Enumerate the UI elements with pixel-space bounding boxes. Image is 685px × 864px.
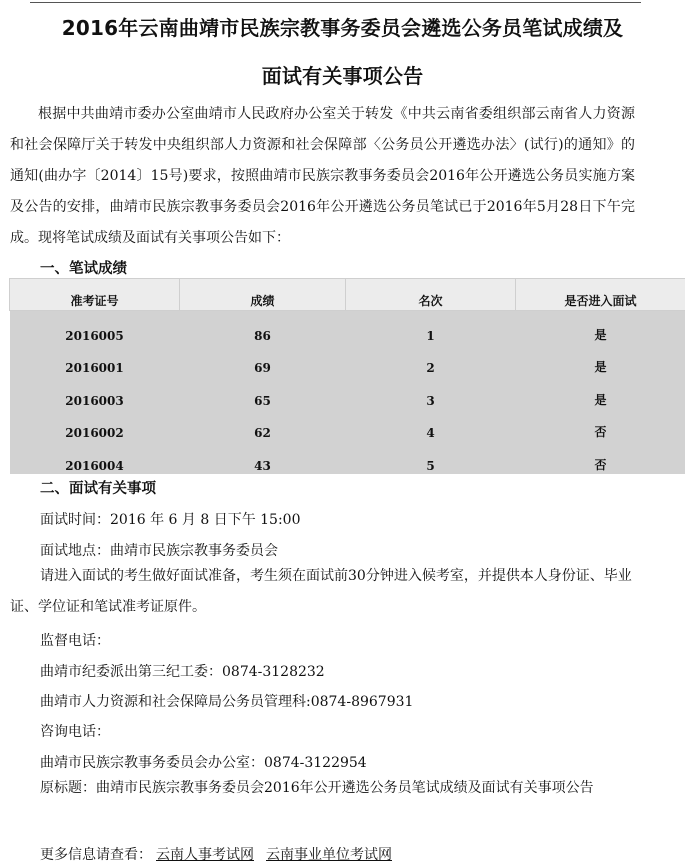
table-row <box>10 376 685 409</box>
table-row <box>10 441 685 474</box>
header-rank: 名次 <box>346 279 516 311</box>
interview-place: 面试地点：曲靖市民族宗教事务委员会 <box>40 540 278 560</box>
cell-rank: 2 <box>346 344 516 377</box>
supervise-label: 监督电话： <box>40 630 110 650</box>
cell-interview: 否 <box>516 441 685 474</box>
cell-score: 86 <box>180 311 346 344</box>
table-row <box>10 311 685 344</box>
consult-label: 咨询电话： <box>40 721 110 741</box>
cell-interview: 否 <box>516 409 685 442</box>
intro-paragraph: 根据中共曲靖市委办公室曲靖市人民政府办公室关于转发《中共云南省委组织部云南省人力资源和社会保障厅关于转发中央组织部人力资源和社会保障部〈公务员公开遴选办法〉(试行)的通知》的通知(曲办字〔2014〕15号)要求，按照曲靖市民族宗教事务委员会2016年公开遴选公务员实施方案及公告的安排，曲靖市民族宗教事务委员会2016年公开遴选公务员笔试已于2016年5月28日下午完成。现将笔试成绩及面试有关事项公告如下： <box>10 99 635 254</box>
interview-time: 面试时间：2016 年 6 月 8 日下午 15:00 <box>40 509 301 529</box>
cell-exam-id: 2016005 <box>10 311 180 344</box>
section-written-scores: 一、笔试成绩 <box>40 257 127 278</box>
header-exam-id: 准考证号 <box>10 279 180 311</box>
cell-interview: 是 <box>516 344 685 377</box>
section-interview-matters: 二、面试有关事项 <box>40 477 156 498</box>
table-row <box>10 409 685 442</box>
table-header-row <box>10 279 685 311</box>
cell-exam-id: 2016004 <box>10 441 180 474</box>
more-info <box>40 844 400 864</box>
original-title: 原标题：曲靖市民族宗教事务委员会2016年公开遴选公务员笔试成绩及面试有关事项公告 <box>10 773 635 804</box>
cell-exam-id: 2016002 <box>10 409 180 442</box>
link-yunnan-personnel-exam[interactable]: 云南人事考试网 <box>156 847 254 863</box>
top-rule <box>30 2 641 3</box>
supervise-phone-2: 曲靖市人力资源和社会保障局公务员管理科:0874-8967931 <box>40 691 413 711</box>
cell-interview: 是 <box>516 311 685 344</box>
title-line-2: 面试有关事项公告 <box>0 60 685 89</box>
cell-score: 62 <box>180 409 346 442</box>
header-interview: 是否进入面试 <box>516 279 685 311</box>
cell-rank: 5 <box>346 441 516 474</box>
cell-score: 65 <box>180 376 346 409</box>
link-yunnan-institution-exam[interactable]: 云南事业单位考试网 <box>266 847 392 863</box>
more-info-label: 更多信息请查看： <box>40 847 152 863</box>
cell-interview: 是 <box>516 376 685 409</box>
cell-exam-id: 2016003 <box>10 376 180 409</box>
header-score: 成绩 <box>180 279 346 311</box>
cell-score: 69 <box>180 344 346 377</box>
supervise-phone-1: 曲靖市纪委派出第三纪工委：0874-3128232 <box>40 661 325 681</box>
cell-score: 43 <box>180 441 346 474</box>
table-row <box>10 344 685 377</box>
scores-table <box>9 278 685 474</box>
interview-notice: 请进入面试的考生做好面试准备，考生须在面试前30分钟进入候考室，并提供本人身份证、毕业证、学位证和笔试准考证原件。 <box>10 561 635 623</box>
cell-rank: 1 <box>346 311 516 344</box>
cell-rank: 3 <box>346 376 516 409</box>
cell-exam-id: 2016001 <box>10 344 180 377</box>
title-line-1: 2016年云南曲靖市民族宗教事务委员会遴选公务员笔试成绩及 <box>0 12 685 41</box>
consult-phone: 曲靖市民族宗教事务委员会办公室：0874-3122954 <box>40 752 367 772</box>
cell-rank: 4 <box>346 409 516 442</box>
